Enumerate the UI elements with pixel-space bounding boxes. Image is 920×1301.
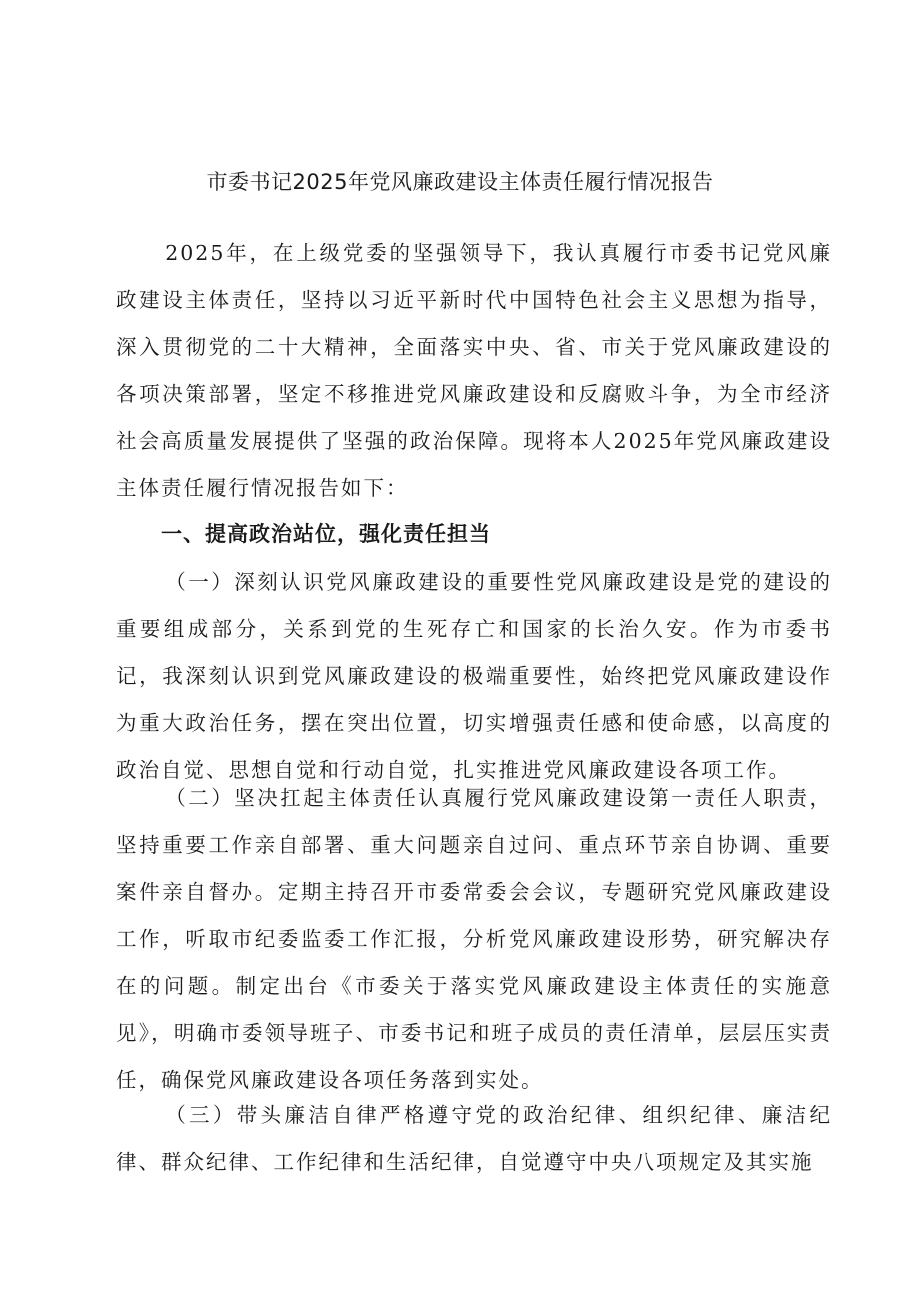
intro-paragraph: 2025年，在上级党委的坚强领导下，我认真履行市委书记党风廉政建设主体责任，坚持以习近平新时代中国特色社会主义思想为指导，深入贯彻党的二十大精神，全面落实中央、省、市关于党风廉政建设的各项决策部署，坚定不移推进党风廉政建设和反腐败斗争，为全市经济社会高质量发展提供了坚强的政治保障。现将本人2025年党风廉政建设主体责任履行情况报告如下： <box>116 241 832 500</box>
paragraph-item-3: （三）带头廉洁自律严格遵守党的政治纪律、组织纪律、廉洁纪律、群众纪律、工作纪律和生活纪律，自觉遵守中央八项规定及其实施 <box>116 1103 832 1174</box>
section-heading: 一、提高政治站位，强化责任担当 <box>161 522 491 546</box>
document-title: 市委书记2025年党风廉政建设主体责任履行情况报告 <box>206 170 714 194</box>
paragraph-item-2: （二）坚决扛起主体责任认真履行党风廉政建设第一责任人职责，坚持重要工作亲自部署、重大问题亲自过问、重点环节亲自协调、重要案件亲自督办。定期主持召开市委常委会会议，专题研究党风廉政建设工作，听取市纪委监委工作汇报，分析党风廉政建设形势，研究解决存在的问题。制定出台《市委关于落实党风廉政建设主体责任的实施意见》，明确市委领导班子、市委书记和班子成员的责任清单，层层压实责任，确保党风廉政建设各项任务落到实处。 <box>116 786 832 1092</box>
paragraph-item-1: （一）深刻认识党风廉政建设的重要性党风廉政建设是党的建设的重要组成部分，关系到党的生死存亡和国家的长治久安。作为市委书记，我深刻认识到党风廉政建设的极端重要性，始终把党风廉政建设作为重大政治任务，摆在突出位置，切实增强责任感和使命感，以高度的政治自觉、思想自觉和行动自觉，扎实推进党风廉政建设各项工作。 <box>116 570 832 782</box>
